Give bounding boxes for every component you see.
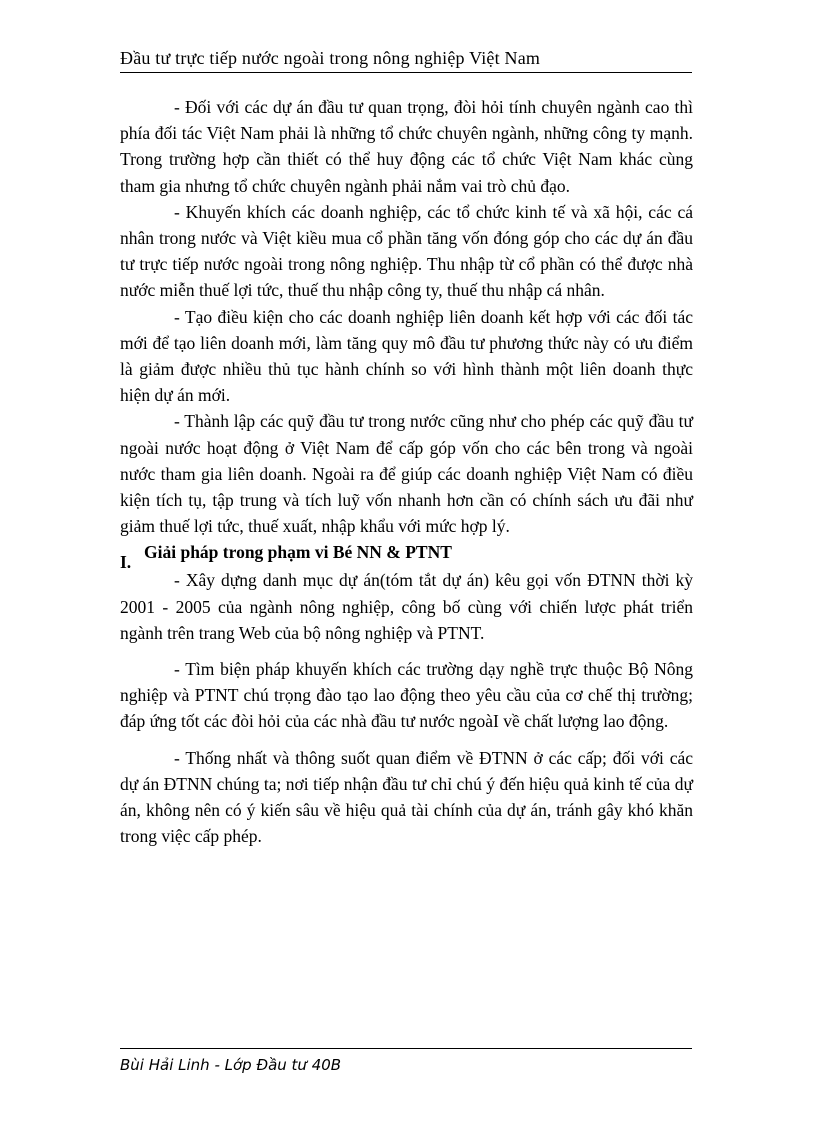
- paragraph-new-joint-ventures: - Tạo điều kiện cho các doanh nghiệp liên doanh kết hợp với các đối tác mới để tạo liên doanh mới, làm tăng quy mô đầu tư phương thức này có ưu điểm là giảm được nhiều thủ tục hành chính so với hình thành một liên doanh thực hiện dự án mới.: [120, 306, 693, 406]
- paragraph-unified-viewpoint: - Thống nhất và thông suốt quan điểm về ĐTNN ở các cấp; đối với các dự án ĐTNN chúng ta; nơi tiếp nhận đầu tư chỉ chú ý đến hiệu quả kinh tế của dự án, không nên có ý kiến sâu về hiệu quả tài chính của dự án, tránh gây khó khăn trong việc cấp phép.: [120, 747, 693, 847]
- running-footer: Bùi Hải Linh - Lớp Đầu tư 40B: [120, 1056, 342, 1074]
- section-number: I.: [120, 552, 132, 573]
- section-title: Giải pháp trong phạm vi Bé NN & PTNT: [144, 542, 452, 563]
- footer-divider: [120, 1048, 692, 1049]
- paragraph-encourage-shares: - Khuyến khích các doanh nghiệp, các tổ chức kinh tế và xã hội, các cá nhân trong nước và Việt kiều mua cổ phần tăng vốn đóng góp cho các dự án đầu tư trực tiếp nước ngoài trong nông nghiệp. Thu nhập từ cổ phần có thể được nhà nước miễn thuế lợi tức, thuế thu nhập công ty, thuế thu nhập cá nhân.: [120, 201, 693, 301]
- paragraph-key-projects: - Đối với các dự án đầu tư quan trọng, đòi hỏi tính chuyên ngành cao thì phía đối tác Việt Nam phải là những tổ chức chuyên ngành, những công ty mạnh. Trong trường hợp cần thiết có thể huy động các tổ chức Việt Nam khác cùng tham gia nhưng tổ chức chuyên ngành phải nắm vai trò chủ đạo.: [120, 97, 693, 196]
- paragraph-investment-funds: - Thành lập các quỹ đầu tư trong nước cũng như cho phép các quỹ đầu tư ngoài nước hoạt động ở Việt Nam để cấp góp vốn cho các bên trong và ngoài nước tham gia liên doanh. Ngoài ra để giúp các doanh nghiệp Việt Nam có điều kiện tích tụ, tập trung và tích luỹ vốn nhanh hơn cần có chính sách ưu đãi như giảm thuế lợi tức, thuế xuất, nhập khẩu với mức hợp lý.: [120, 411, 693, 537]
- running-header: Đầu tư trực tiếp nước ngoài trong nông nghiệp Việt Nam: [120, 48, 541, 68]
- header-divider: [120, 72, 692, 73]
- paragraph-vocational-training: - Tìm biện pháp khuyến khích các trường dạy nghề trực thuộc Bộ Nông nghiệp và PTNT chú trọng đào tạo lao động theo yêu cầu của cơ chế thị trường; đáp ứng tốt các đòi hỏi của các nhà đầu tư nước ngoàI về chất lượng lao động.: [120, 659, 693, 732]
- section-heading: [120, 539, 693, 573]
- page-body: [120, 94, 693, 849]
- paragraph-project-list: - Xây dựng danh mục dự án(tóm tắt dự án) kêu gọi vốn ĐTNN thời kỳ 2001 - 2005 của ngành nông nghiệp, công bố cùng với chiến lược phát triển ngành trên trang Web của bộ nông nghiệp và PTNT.: [120, 570, 693, 643]
